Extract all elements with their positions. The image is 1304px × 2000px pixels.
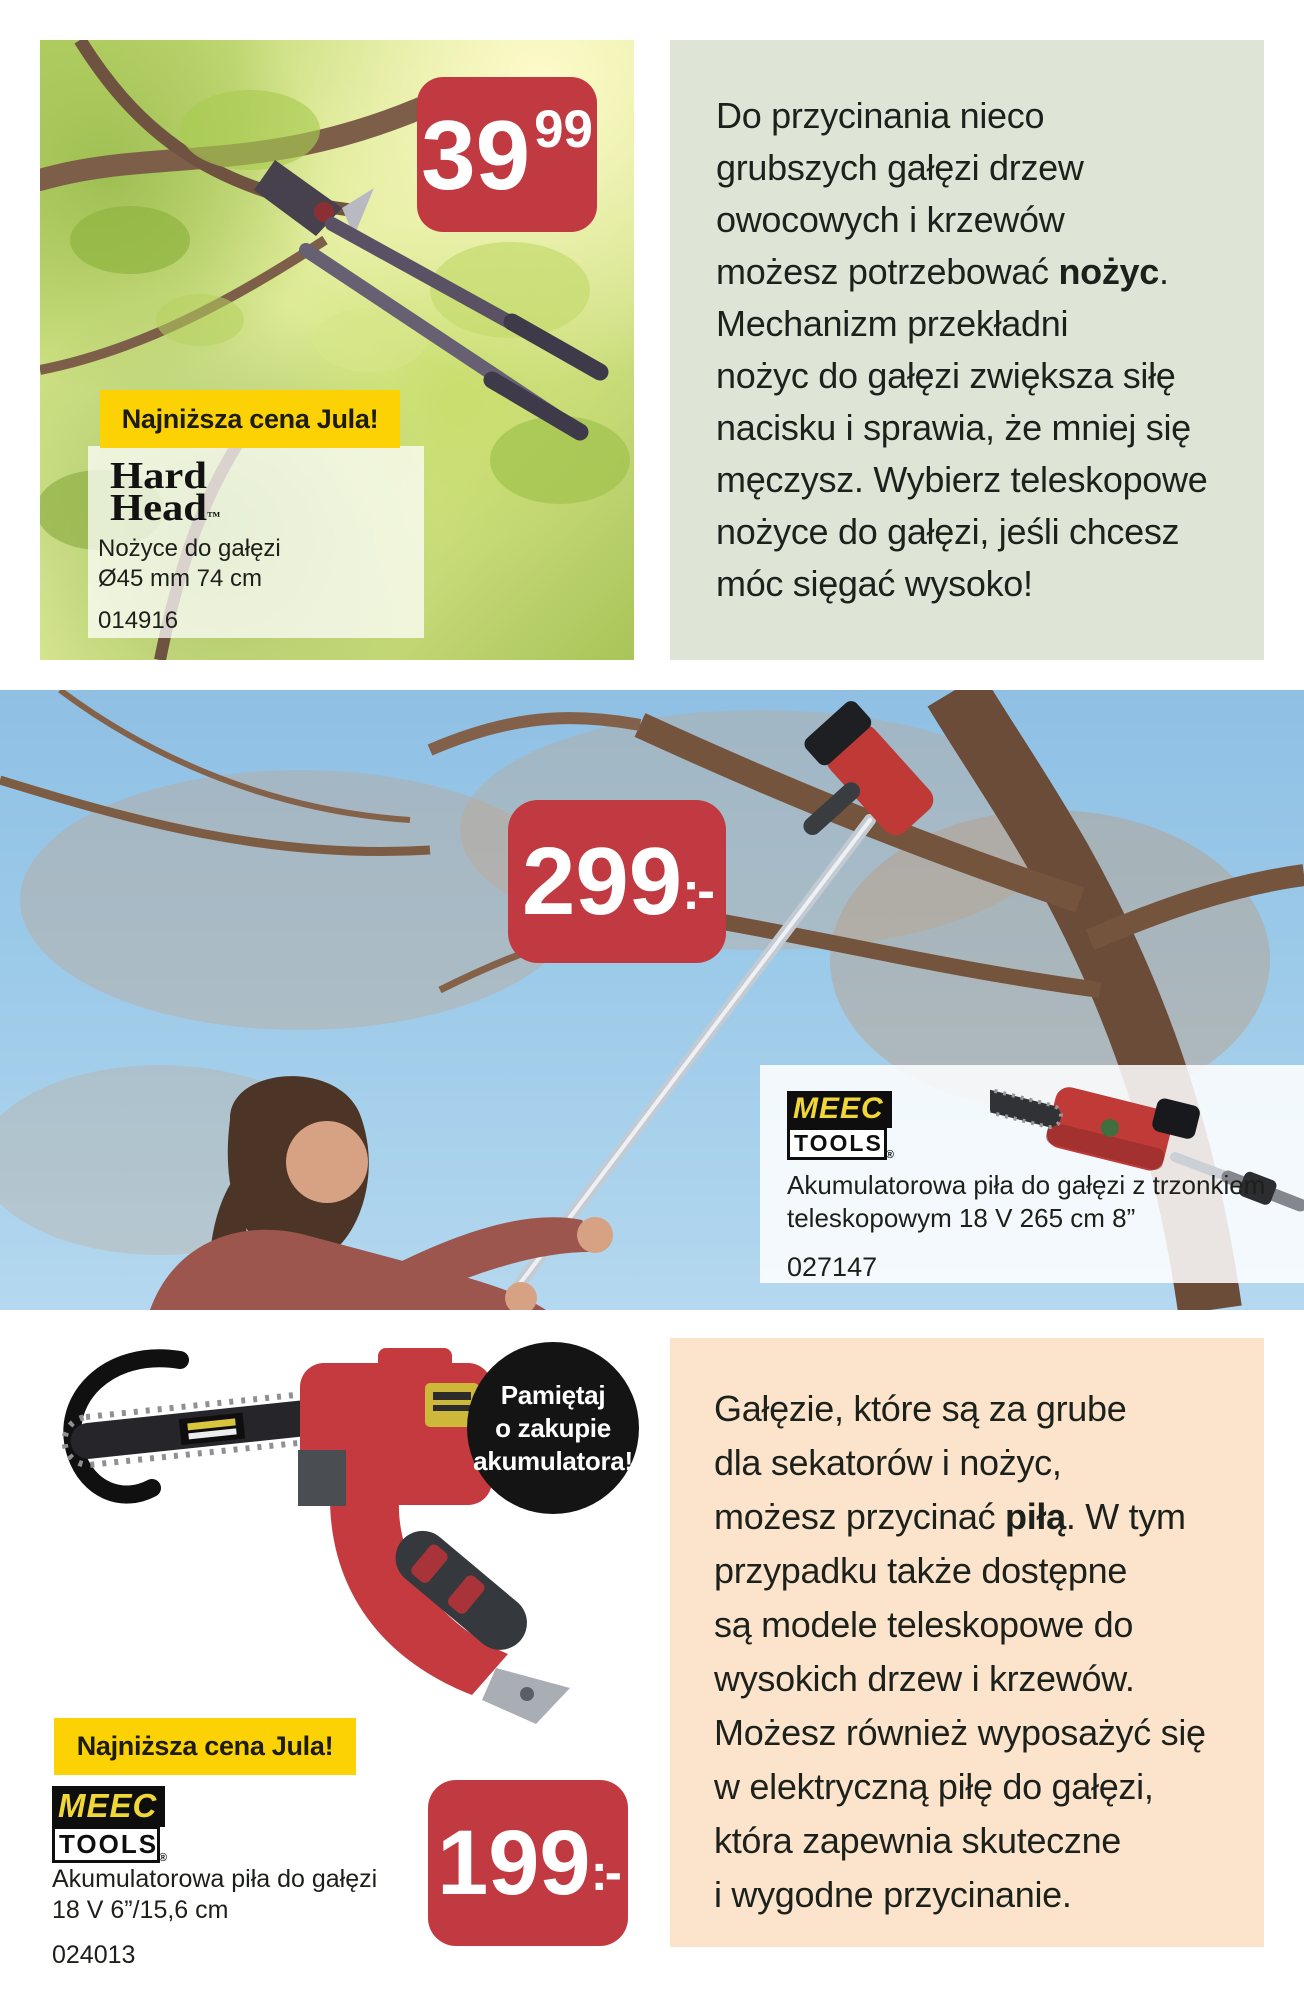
meec-tools-logo	[787, 1091, 896, 1161]
saw-text-panel	[670, 1338, 1264, 1947]
hard-head-logo-line2: Head™	[110, 487, 221, 529]
product-name-line2: teleskopowym 18 V 265 cm 8”	[787, 1203, 1136, 1233]
pole-saw-lifestyle-photo	[0, 690, 1304, 1310]
top-left-product-photo	[40, 40, 634, 660]
meec-logo-top: MEEC	[52, 1786, 165, 1827]
price-badge-top-left	[417, 77, 597, 232]
price-value: 199	[437, 1812, 591, 1914]
meec-logo-bottom: TOOLS ®	[787, 1127, 887, 1160]
price-badge-middle	[508, 800, 726, 963]
pole-saw-info-box	[760, 1065, 1304, 1283]
battery-reminder-badge	[467, 1342, 639, 1514]
lowest-price-badge-bottom	[54, 1718, 356, 1775]
meec-tools-logo-bottom	[52, 1786, 169, 1864]
intro-text-panel	[670, 40, 1264, 660]
lowest-price-badge-top	[100, 390, 400, 448]
meec-logo-top: MEEC	[787, 1091, 892, 1128]
hard-head-logo-line1: Hard	[110, 455, 207, 497]
trademark-symbol: ™	[206, 509, 221, 523]
pole-saw-description	[787, 1169, 1265, 1284]
registered-symbol: ®	[158, 1852, 169, 1864]
registered-symbol: ®	[885, 1149, 896, 1161]
saw-paragraph: Gałęzie, które są za grube dla sekatorów i nożyc, możesz przycinać piłą. W tym przypadku także dostępne są modele teleskopowe do wysokich drzew i krzewów. Możesz również wyposażyć się w elektryczną piłę do gałęzi, która zapewnia skuteczne i wygodne przycinanie.	[714, 1388, 1206, 1915]
hard-head-logo	[110, 455, 221, 532]
price-suffix: :-	[682, 860, 712, 921]
reminder-line3: akumulatora!	[473, 1445, 633, 1476]
price-value: 39	[421, 99, 531, 210]
product-description-top	[98, 534, 281, 636]
product-name: Akumulatorowa piła do gałęzi	[52, 1865, 378, 1893]
intro-paragraph: Do przycinania nieco grubszych gałęzi drzew owocowych i krzewów możesz potrzebować nożyc. Mechanizm przekładni nożyc do gałęzi zwiększa siłę nacisku i sprawia, że mniej się męczysz. Wybierz teleskopowe nożyce do gałęzi, jeśli chcesz móc sięgać wysoko!	[716, 95, 1208, 604]
product-specs: 18 V 6”/15,6 cm	[52, 1896, 229, 1924]
lowest-price-badge-label: Najniższa cena Jula!	[121, 403, 379, 434]
price-value: 299	[522, 827, 683, 935]
reminder-line2: o zakupie	[495, 1412, 611, 1443]
reminder-line1: Pamiętaj	[500, 1379, 606, 1410]
product-name: Nożyce do gałęzi	[98, 535, 281, 562]
product-specs: Ø45 mm 74 cm	[98, 565, 263, 592]
product-sku: 014916	[98, 607, 179, 634]
lowest-price-badge-label: Najniższa cena Jula!	[76, 1731, 334, 1761]
price-suffix: :-	[590, 1843, 619, 1902]
price-decimals: 99	[534, 100, 593, 160]
product-name-line1: Akumulatorowa piła do gałęzi z trzonkiem	[787, 1170, 1266, 1200]
chainsaw-description	[52, 1864, 377, 1971]
price-badge-bottom	[428, 1780, 628, 1946]
product-sku: 024013	[52, 1941, 136, 1969]
meec-logo-bottom: TOOLS ®	[52, 1826, 160, 1863]
product-sku: 027147	[787, 1252, 878, 1282]
